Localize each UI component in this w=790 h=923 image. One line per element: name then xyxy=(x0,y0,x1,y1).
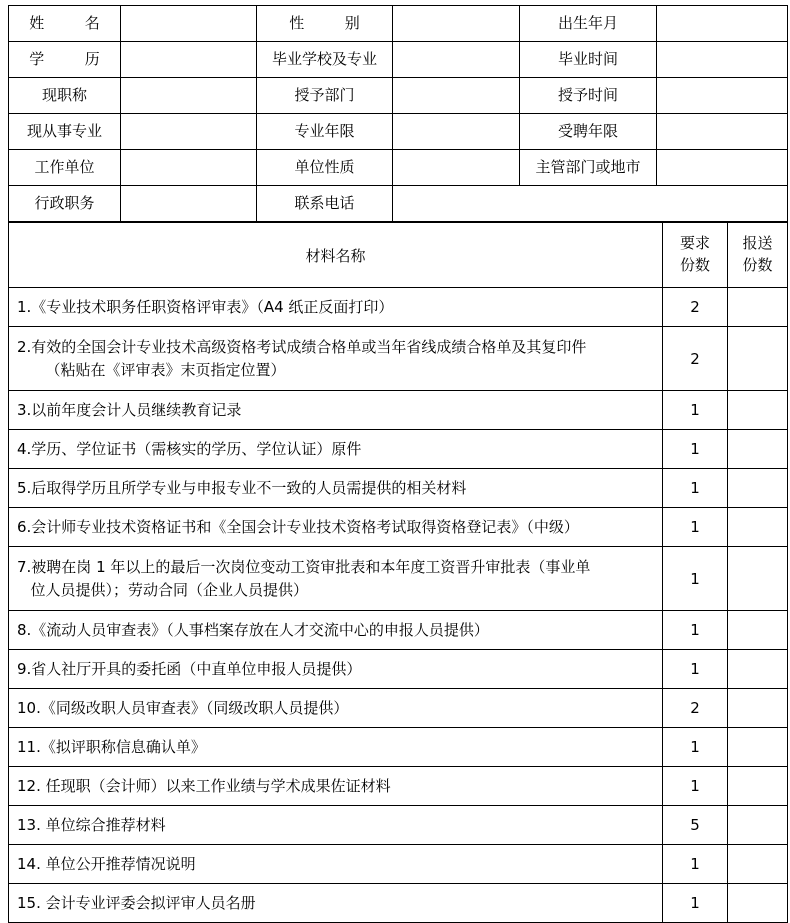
info-value-name[interactable] xyxy=(121,6,257,42)
material-name-line-1: 2.有效的全国会计专业技术高级资格考试成绩合格单或当年省线成绩合格单及其复印件 xyxy=(17,338,587,356)
info-label-birthdate: 出生年月 xyxy=(520,6,657,42)
material-name-line-2: （粘贴在《评审表》末页指定位置） xyxy=(45,360,286,379)
material-name-cell xyxy=(9,469,663,508)
info-value-graduation-date[interactable] xyxy=(657,42,788,78)
material-required-count: 5 xyxy=(663,806,728,845)
info-value-gender[interactable] xyxy=(393,6,520,42)
material-submitted-count[interactable] xyxy=(728,806,788,845)
material-name-line-1: 11.《拟评职称信息确认单》 xyxy=(17,737,206,756)
info-label-current-major: 现从事专业 xyxy=(9,114,121,150)
info-label-graduation-date: 毕业时间 xyxy=(520,42,657,78)
material-submitted-count[interactable] xyxy=(728,430,788,469)
materials-row xyxy=(9,508,788,547)
material-required-count: 1 xyxy=(663,845,728,884)
info-label-school-major: 毕业学校及专业 xyxy=(257,42,393,78)
material-required-count: 2 xyxy=(663,689,728,728)
info-label-granting-date: 授予时间 xyxy=(520,78,657,114)
material-name-cell xyxy=(9,845,663,884)
info-label-current-title: 现职称 xyxy=(9,78,121,114)
info-value-admin-position[interactable] xyxy=(121,186,257,222)
materials-row xyxy=(9,650,788,689)
material-submitted-count[interactable] xyxy=(728,288,788,327)
material-submitted-count[interactable] xyxy=(728,650,788,689)
material-required-count: 1 xyxy=(663,547,728,611)
materials-row xyxy=(9,689,788,728)
materials-row xyxy=(9,806,788,845)
material-submitted-count[interactable] xyxy=(728,884,788,923)
materials-header-row xyxy=(9,223,788,288)
info-label-phone: 联系电话 xyxy=(257,186,393,222)
material-required-count: 1 xyxy=(663,508,728,547)
info-value-work-unit[interactable] xyxy=(121,150,257,186)
personal-info-body xyxy=(9,6,788,222)
info-row-4 xyxy=(9,114,788,150)
info-row-1 xyxy=(9,6,788,42)
material-required-count: 1 xyxy=(663,767,728,806)
material-name-cell xyxy=(9,508,663,547)
material-submitted-count[interactable] xyxy=(728,469,788,508)
material-submitted-count[interactable] xyxy=(728,767,788,806)
info-label-major-years: 专业年限 xyxy=(257,114,393,150)
material-submitted-count[interactable] xyxy=(728,689,788,728)
info-label-admin-position: 行政职务 xyxy=(9,186,121,222)
info-row-6 xyxy=(9,186,788,222)
materials-row xyxy=(9,767,788,806)
info-value-current-title[interactable] xyxy=(121,78,257,114)
submitted-line-2: 份数 xyxy=(742,256,773,274)
material-name-line-1: 10.《同级改职人员审查表》（同级改职人员提供） xyxy=(17,698,349,717)
material-name-cell xyxy=(9,430,663,469)
material-name-line-1: 6.会计师专业技术资格证书和《全国会计专业技术资格考试取得资格登记表》（中级） xyxy=(17,517,579,536)
material-name-line-1: 15. 会计专业评委会拟评审人员名册 xyxy=(17,893,256,912)
material-required-count: 2 xyxy=(663,288,728,327)
materials-row xyxy=(9,728,788,767)
material-name-line-1: 7.被聘在岗 1 年以上的最后一次岗位变动工资审批表和本年度工资晋升审批表（事业单 xyxy=(17,558,591,576)
submitted-line-1: 报送 xyxy=(742,234,773,253)
material-submitted-count[interactable] xyxy=(728,845,788,884)
material-name-line-1: 9.省人社厅开具的委托函（中直单位申报人员提供） xyxy=(17,659,362,678)
info-label-granting-dept: 授予部门 xyxy=(257,78,393,114)
info-value-supervising-dept[interactable] xyxy=(657,150,788,186)
materials-row xyxy=(9,845,788,884)
material-name-cell xyxy=(9,767,663,806)
material-submitted-count[interactable] xyxy=(728,327,788,391)
material-name-line-1: 13. 单位综合推荐材料 xyxy=(17,815,166,834)
materials-table xyxy=(8,222,788,923)
material-required-count: 1 xyxy=(663,430,728,469)
material-name-cell xyxy=(9,650,663,689)
material-name-cell xyxy=(9,728,663,767)
materials-row xyxy=(9,469,788,508)
material-name-cell xyxy=(9,884,663,923)
info-row-2 xyxy=(9,42,788,78)
material-name-cell xyxy=(9,288,663,327)
material-name-line-1: 3.以前年度会计人员继续教育记录 xyxy=(17,400,242,419)
material-required-count: 1 xyxy=(663,728,728,767)
info-label-gender: 性 别 xyxy=(257,6,393,42)
info-label-name: 姓 名 xyxy=(9,6,121,42)
material-required-count: 1 xyxy=(663,884,728,923)
materials-header-name: 材料名称 xyxy=(9,223,663,288)
material-name-line-1: 1.《专业技术职务任职资格评审表》（A4 纸正反面打印） xyxy=(17,297,394,316)
material-name-cell xyxy=(9,611,663,650)
material-required-count: 1 xyxy=(663,611,728,650)
material-name-cell xyxy=(9,391,663,430)
info-value-major-years[interactable] xyxy=(393,114,520,150)
info-value-current-major[interactable] xyxy=(121,114,257,150)
material-name-line-1: 5.后取得学历且所学专业与申报专业不一致的人员需提供的相关材料 xyxy=(17,478,467,497)
required-line-2: 份数 xyxy=(679,256,710,274)
info-value-school-major[interactable] xyxy=(393,42,520,78)
material-name-line-1: 8.《流动人员审查表》（人事档案存放在人才交流中心的申报人员提供） xyxy=(17,620,489,639)
info-value-education[interactable] xyxy=(121,42,257,78)
required-line-1: 要求 xyxy=(679,234,710,253)
material-submitted-count[interactable] xyxy=(728,508,788,547)
info-value-birthdate[interactable] xyxy=(657,6,788,42)
material-name-cell xyxy=(9,547,663,611)
material-required-count: 1 xyxy=(663,469,728,508)
materials-header-required xyxy=(663,223,728,288)
materials-row xyxy=(9,611,788,650)
materials-row xyxy=(9,547,788,611)
materials-row xyxy=(9,288,788,327)
materials-table-body xyxy=(9,288,788,923)
info-label-unit-nature: 单位性质 xyxy=(257,150,393,186)
material-required-count: 1 xyxy=(663,391,728,430)
material-required-count: 1 xyxy=(663,650,728,689)
info-value-employment-years[interactable] xyxy=(657,114,788,150)
material-name-line-2: 位人员提供）；劳动合同（企业人员提供） xyxy=(30,580,309,599)
material-submitted-count[interactable] xyxy=(728,611,788,650)
material-name-line-1: 12. 任现职（会计师）以来工作业绩与学术成果佐证材料 xyxy=(17,776,391,795)
personal-info-table xyxy=(8,5,788,222)
info-row-3 xyxy=(9,78,788,114)
materials-row xyxy=(9,884,788,923)
material-name-cell xyxy=(9,689,663,728)
info-label-employment-years: 受聘年限 xyxy=(520,114,657,150)
materials-table-head xyxy=(9,223,788,288)
material-submitted-count[interactable] xyxy=(728,728,788,767)
material-name-cell xyxy=(9,806,663,845)
info-label-work-unit: 工作单位 xyxy=(9,150,121,186)
materials-header-submitted xyxy=(728,223,788,288)
info-value-granting-dept[interactable] xyxy=(393,78,520,114)
material-submitted-count[interactable] xyxy=(728,391,788,430)
info-value-granting-date[interactable] xyxy=(657,78,788,114)
info-value-unit-nature[interactable] xyxy=(393,150,520,186)
materials-row xyxy=(9,327,788,391)
material-name-line-1: 4.学历、学位证书（需核实的学历、学位认证）原件 xyxy=(17,439,362,458)
info-label-education: 学 历 xyxy=(9,42,121,78)
info-value-phone[interactable] xyxy=(393,186,788,222)
materials-row xyxy=(9,391,788,430)
material-submitted-count[interactable] xyxy=(728,547,788,611)
material-name-cell xyxy=(9,327,663,391)
info-row-5 xyxy=(9,150,788,186)
material-required-count: 2 xyxy=(663,327,728,391)
material-name-line-1: 14. 单位公开推荐情况说明 xyxy=(17,854,196,873)
info-label-supervising-dept: 主管部门或地市 xyxy=(520,150,657,186)
materials-row xyxy=(9,430,788,469)
